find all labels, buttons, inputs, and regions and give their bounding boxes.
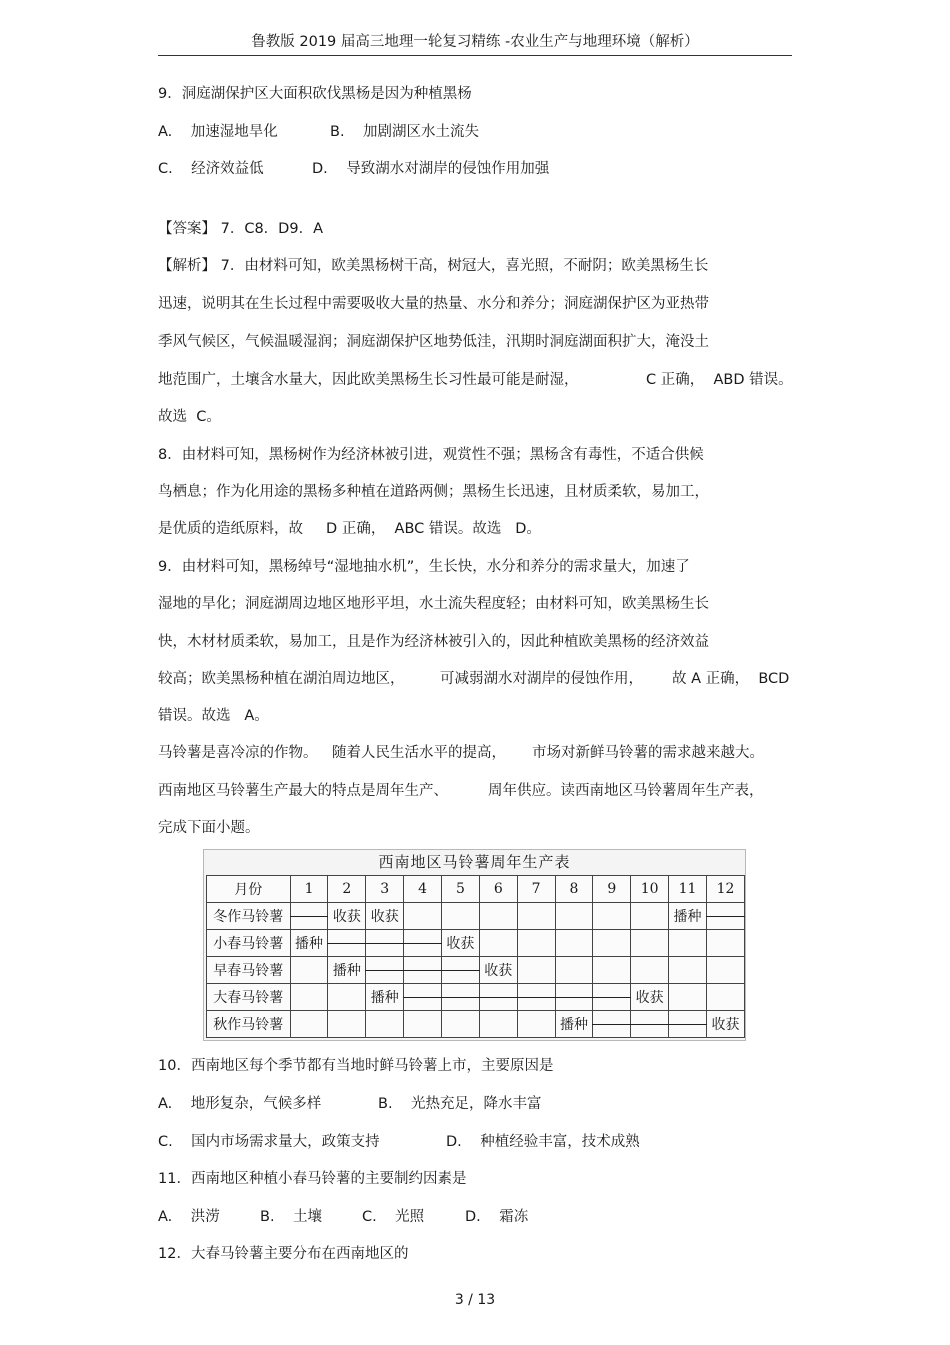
- month-5-cell: [442, 903, 480, 930]
- analysis-line: C 正确， ABD 错误。: [646, 372, 793, 388]
- month-10-cell: [631, 1011, 669, 1038]
- month-6-cell: [479, 903, 517, 930]
- month-11-cell: [669, 903, 707, 930]
- crop-name: 小春马铃薯: [207, 930, 291, 957]
- month-cell: 2: [328, 876, 366, 903]
- growth-period-line: [365, 970, 404, 971]
- analysis-line: 【解析】 7．由材料可知，欧美黑杨树干高，树冠大，喜光照，不耐阴；欧美黑杨生长: [158, 258, 709, 274]
- month-7-cell: [517, 1011, 555, 1038]
- q12-stem: 12．大春马铃薯主要分布在西南地区的: [158, 1246, 409, 1262]
- passage-line: 市场对新鲜马铃薯的需求越来越大。: [532, 745, 764, 761]
- month-5-cell: [442, 930, 480, 957]
- month-1-cell: [290, 1011, 328, 1038]
- month-5-cell: [442, 984, 480, 1011]
- analysis-line: 迅速，说明其在生长过程中需要吸收大量的热量、水分和养分；洞庭湖保护区为亚热带: [158, 296, 709, 312]
- stage-label: 播种: [559, 1017, 588, 1033]
- month-2-cell: [328, 930, 366, 957]
- potato-production-table: [203, 849, 746, 1041]
- page-number: 3 / 13: [454, 1292, 496, 1308]
- growth-period-line: [441, 970, 480, 971]
- analysis-line: 故选 C。: [158, 409, 221, 425]
- month-12-cell: [706, 984, 744, 1011]
- growth-period-line: [706, 916, 745, 917]
- crop-name: 冬作马铃薯: [207, 903, 291, 930]
- crop-name: 大春马铃薯: [207, 984, 291, 1011]
- month-7-cell: [517, 984, 555, 1011]
- month-3-cell: [366, 957, 404, 984]
- q9-option-a: A. 加速湿地旱化: [158, 124, 278, 140]
- q9-option-c: C. 经济效益低: [158, 161, 264, 177]
- analysis-line: 快，木材材质柔软，易加工，且是作为经济林被引入的，因此种植欧美黑杨的经济效益: [158, 634, 709, 650]
- analysis-line: 可减弱湖水对湖岸的侵蚀作用，: [440, 671, 643, 687]
- month-8-cell: [555, 1011, 593, 1038]
- passage-line: 西南地区马铃薯生产最大的特点是周年生产、: [158, 783, 448, 799]
- q11-stem: 11．西南地区种植小春马铃薯的主要制约因素是: [158, 1171, 467, 1187]
- stage-label: 播种: [370, 990, 399, 1006]
- q9-stem: 9．洞庭湖保护区大面积砍伐黑杨是因为种植黑杨: [158, 86, 472, 102]
- month-9-cell: [593, 984, 631, 1011]
- month-11-cell: [669, 930, 707, 957]
- month-12-cell: [706, 930, 744, 957]
- page-header: 鲁教版 2019 届高三地理一轮复习精练 -农业生产与地理环境（解析）: [251, 34, 699, 50]
- month-6-cell: [479, 957, 517, 984]
- month-1-cell: [290, 930, 328, 957]
- growth-period-line: [365, 943, 404, 944]
- month-5-cell: [442, 957, 480, 984]
- month-1-cell: [290, 984, 328, 1011]
- month-6-cell: [479, 984, 517, 1011]
- month-1-cell: [290, 957, 328, 984]
- growth-period-line: [327, 943, 366, 944]
- month-2-cell: [328, 903, 366, 930]
- growth-period-line: [592, 997, 631, 998]
- stage-label: 收获: [484, 963, 513, 979]
- month-9-cell: [593, 1011, 631, 1038]
- month-6-cell: [479, 930, 517, 957]
- month-cell: 10: [631, 876, 669, 903]
- answer-line: 【答案】 7．C8．D9．A: [158, 221, 323, 237]
- table-title: 西南地区马铃薯周年生产表: [378, 853, 571, 871]
- growth-period-line: [479, 997, 518, 998]
- month-4-cell: [404, 957, 442, 984]
- analysis-line: 错误。故选 A。: [158, 708, 269, 724]
- passage-line: 完成下面小题。: [158, 820, 260, 836]
- analysis-line: 故 A 正确， BCD: [672, 671, 790, 687]
- stage-label: 收获: [370, 909, 399, 925]
- month-7-cell: [517, 930, 555, 957]
- stage-label: 播种: [295, 936, 324, 952]
- q10-stem: 10．西南地区每个季节都有当地时鲜马铃薯上市，主要原因是: [158, 1058, 554, 1074]
- month-cell: 3: [366, 876, 404, 903]
- month-10-cell: [631, 984, 669, 1011]
- month-10-cell: [631, 930, 669, 957]
- month-8-cell: [555, 903, 593, 930]
- table-row: [207, 903, 745, 930]
- growth-period-line: [403, 997, 442, 998]
- month-12-cell: [706, 1011, 744, 1038]
- stage-label: 收获: [446, 936, 475, 952]
- month-cell: 11: [669, 876, 707, 903]
- month-12-cell: [706, 903, 744, 930]
- growth-period-line: [290, 916, 329, 917]
- month-1-cell: [290, 903, 328, 930]
- month-3-cell: [366, 1011, 404, 1038]
- stage-label: 播种: [673, 909, 702, 925]
- month-8-cell: [555, 930, 593, 957]
- month-11-cell: [669, 1011, 707, 1038]
- growth-period-line: [403, 943, 442, 944]
- month-7-cell: [517, 903, 555, 930]
- q10-option-a: A. 地形复杂，气候多样: [158, 1096, 322, 1112]
- growth-period-line: [441, 997, 480, 998]
- growth-period-line: [517, 997, 556, 998]
- month-4-cell: [404, 1011, 442, 1038]
- month-3-cell: [366, 984, 404, 1011]
- production-grid: [206, 875, 745, 1038]
- passage-line: 周年供应。读西南地区马铃薯周年生产表，: [488, 783, 764, 799]
- growth-period-line: [668, 1024, 707, 1025]
- month-9-cell: [593, 957, 631, 984]
- q10-option-b: B. 光热充足，降水丰富: [378, 1096, 542, 1112]
- stage-label: 收获: [711, 1017, 740, 1033]
- table-row: [207, 930, 745, 957]
- q9-option-b: B. 加剧湖区水土流失: [330, 124, 479, 140]
- month-cell: 12: [706, 876, 744, 903]
- analysis-line: 8．由材料可知，黑杨树作为经济林被引进，观赏性不强；黑杨含有毒性，不适合供候: [158, 447, 704, 463]
- month-10-cell: [631, 903, 669, 930]
- month-7-cell: [517, 957, 555, 984]
- month-4-cell: [404, 984, 442, 1011]
- month-4-cell: [404, 903, 442, 930]
- growth-period-line: [630, 1024, 669, 1025]
- month-2-cell: [328, 1011, 366, 1038]
- analysis-line: 地范围广，土壤含水量大，因此欧美黑杨生长习性最可能是耐湿，: [158, 372, 579, 388]
- q9-option-d: D. 导致湖水对湖岸的侵蚀作用加强: [312, 161, 550, 177]
- month-9-cell: [593, 930, 631, 957]
- stage-label: 收获: [635, 990, 664, 1006]
- growth-period-line: [403, 970, 442, 971]
- month-2-cell: [328, 957, 366, 984]
- month-cell: 6: [479, 876, 517, 903]
- month-cell: 1: [290, 876, 328, 903]
- month-11-cell: [669, 957, 707, 984]
- q10-option-d: D. 种植经验丰富，技术成熟: [446, 1134, 640, 1150]
- q11-option-b: B. 土壤: [260, 1209, 322, 1225]
- month-cell: 4: [404, 876, 442, 903]
- month-3-cell: [366, 930, 404, 957]
- month-header: 月份: [207, 876, 291, 903]
- month-4-cell: [404, 930, 442, 957]
- stage-label: 收获: [332, 909, 361, 925]
- month-6-cell: [479, 1011, 517, 1038]
- analysis-line: 季风气候区，气候温暖湿润；洞庭湖保护区地势低洼，汛期时洞庭湖面积扩大，淹没土: [158, 334, 709, 350]
- table-row: [207, 957, 745, 984]
- month-2-cell: [328, 984, 366, 1011]
- growth-period-line: [592, 1024, 631, 1025]
- q10-option-c: C. 国内市场需求量大，政策支持: [158, 1134, 380, 1150]
- analysis-line: 是优质的造纸原料，故 D 正确， ABC 错误。故选 D。: [158, 521, 541, 537]
- month-cell: 5: [442, 876, 480, 903]
- q11-option-d: D. 霜冻: [465, 1209, 529, 1225]
- analysis-line: 9．由材料可知，黑杨绰号“湿地抽水机”，生长快，水分和养分的需求量大，加速了: [158, 559, 690, 575]
- q11-option-a: A. 洪涝: [158, 1209, 220, 1225]
- passage-line: 马铃薯是喜冷凉的作物。: [158, 745, 318, 761]
- month-9-cell: [593, 903, 631, 930]
- month-10-cell: [631, 957, 669, 984]
- analysis-line: 较高；欧美黑杨种植在湖泊周边地区，: [158, 671, 405, 687]
- stage-label: 播种: [332, 963, 361, 979]
- month-8-cell: [555, 984, 593, 1011]
- month-8-cell: [555, 957, 593, 984]
- passage-line: 随着人民生活水平的提高，: [332, 745, 506, 761]
- analysis-line: 湿地的旱化；洞庭湖周边地区地形平坦，水土流失程度轻；由材料可知，欧美黑杨生长: [158, 596, 709, 612]
- month-5-cell: [442, 1011, 480, 1038]
- growth-period-line: [555, 997, 594, 998]
- crop-name: 早春马铃薯: [207, 957, 291, 984]
- header-rule: [158, 55, 792, 56]
- month-3-cell: [366, 903, 404, 930]
- month-cell: 9: [593, 876, 631, 903]
- crop-name: 秋作马铃薯: [207, 1011, 291, 1038]
- month-cell: 8: [555, 876, 593, 903]
- q11-option-c: C. 光照: [362, 1209, 425, 1225]
- table-row: [207, 984, 745, 1011]
- month-cell: 7: [517, 876, 555, 903]
- analysis-line: 鸟栖息；作为化用途的黑杨多种植在道路两侧；黑杨生长迅速，且材质柔软，易加工，: [158, 484, 709, 500]
- table-row: [207, 1011, 745, 1038]
- month-11-cell: [669, 984, 707, 1011]
- month-12-cell: [706, 957, 744, 984]
